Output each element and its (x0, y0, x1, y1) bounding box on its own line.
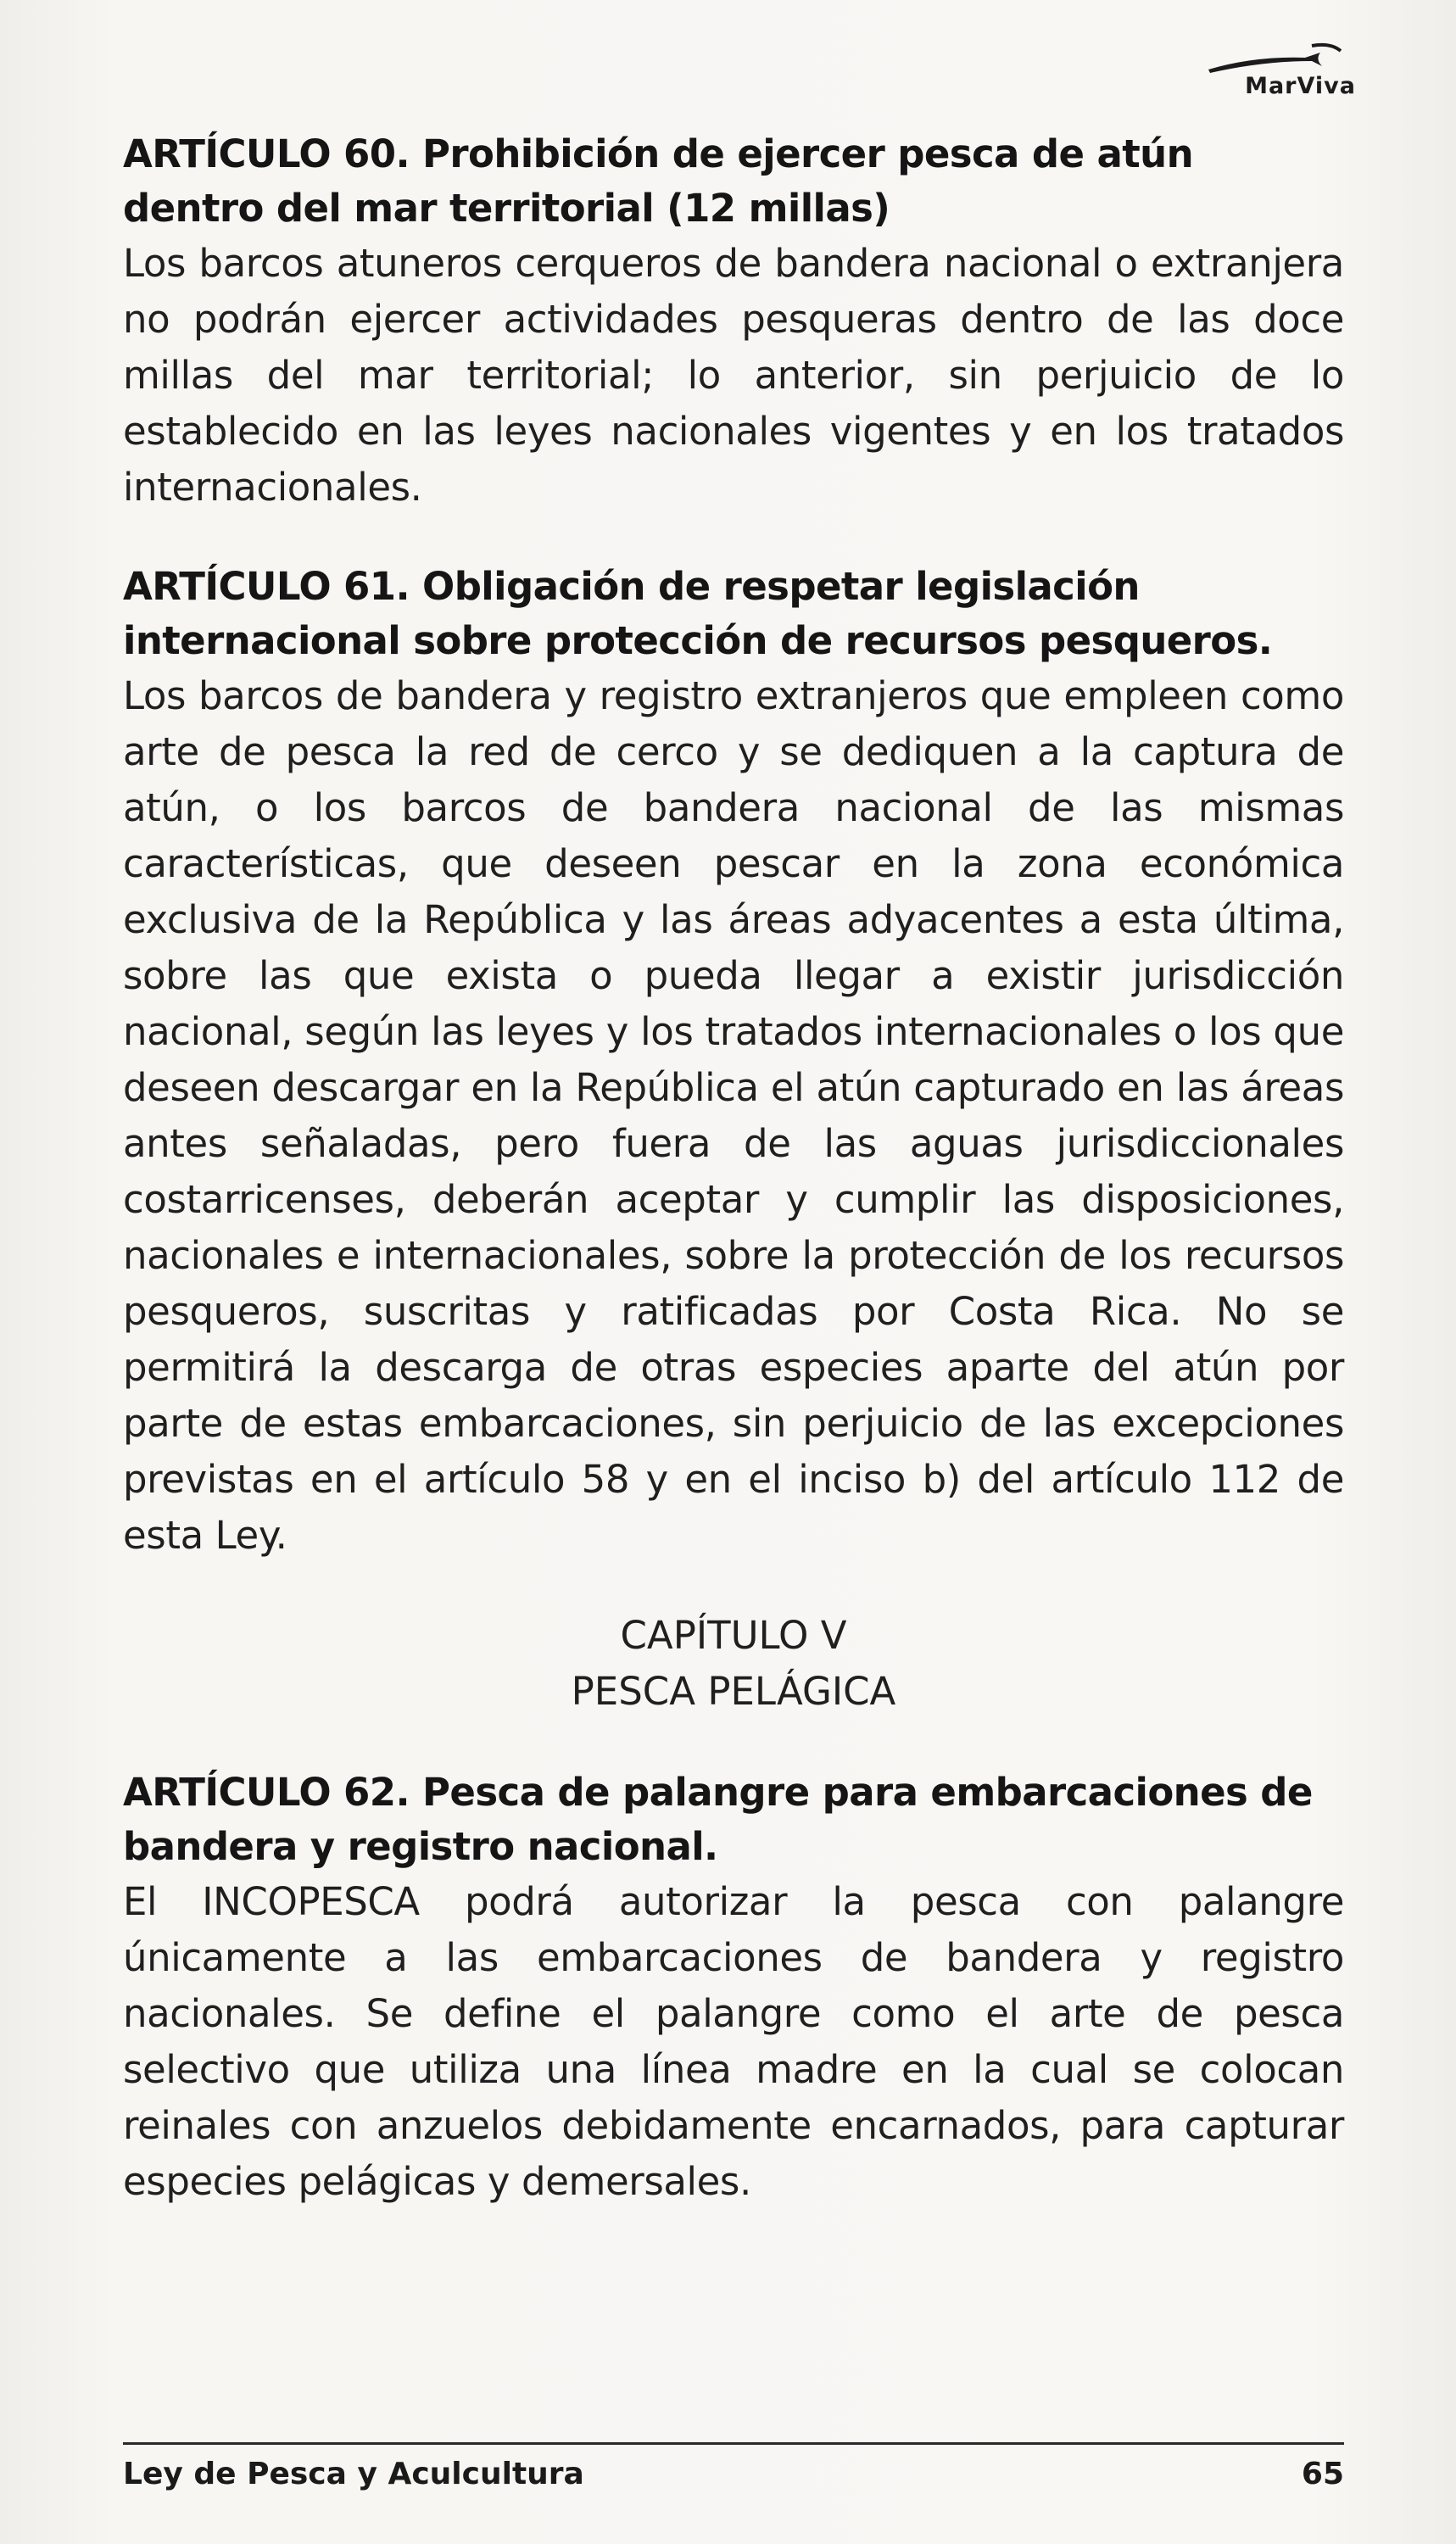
article-heading: ARTÍCULO 62. Pesca de palangre para embarcaciones de bandera y registro nacional. (123, 1770, 1313, 1869)
book-title: Ley de Pesca y Aculcultura (123, 2457, 584, 2491)
marviva-logo (1169, 36, 1356, 103)
page-content (123, 127, 1344, 2254)
article-60 (123, 127, 1344, 516)
article-body: El INCOPESCA podrá autorizar la pesca con palangre únicamente a las embarcaciones de bandera y registro nacionales. Se define el palangre como el arte de pesca selectivo que utiliza una línea madre en la cual se colocan reinales con anzuelos debidamente encarnados, para capturar especies pelágicas y demersales. (123, 1879, 1344, 2204)
article-body: Los barcos atuneros cerqueros de bandera nacional o extranjera no podrán ejercer actividades pesqueras dentro de las doce millas del mar territorial; lo anterior, sin perjuicio de lo establecido en las leyes nacionales vigentes y en los tratados internacionales. (123, 241, 1344, 510)
article-heading: ARTÍCULO 60. Prohibición de ejercer pesca de atún dentro del mar territorial (12 millas) (123, 131, 1194, 231)
chapter-number: CAPÍTULO V (620, 1613, 847, 1658)
chapter-title: PESCA PELÁGICA (571, 1669, 896, 1714)
article-heading: ARTÍCULO 61. Obligación de respetar legislación internacional sobre protección de recursos pesqueros. (123, 564, 1273, 663)
article-body: Los barcos de bandera y registro extranjeros que empleen como arte de pesca la red de cerco y se dediquen a la captura de atún, o los barcos de bandera nacional de las mismas características, que deseen pescar en la zona económica exclusiva de la República y las áreas adyacentes a esta última, sobre las que exista o pueda llegar a existir jurisdicción nacional, según las leyes y los tratados internacionales o los que deseen descargar en la República el atún capturado en las áreas antes señaladas, pero fuera de las aguas jurisdiccionales costarricenses, deberán aceptar y cumplir las disposiciones, nacionales e internacionales, sobre la protección de los recursos pesqueros, suscritas y ratificadas por Costa Rica. No se permitirá la descarga de otras especies aparte del atún por parte de estas embarcaciones, sin perjuicio de las excepciones previstas en el artículo 58 y en el inciso b) del artículo 112 de esta Ley. (123, 673, 1344, 1558)
wave-logo-icon (1203, 36, 1347, 78)
logo-text: MarViva (1245, 73, 1356, 99)
chapter-heading (123, 1608, 1344, 1720)
page-number: 65 (1301, 2457, 1344, 2491)
article-62 (123, 1766, 1344, 2210)
article-61 (123, 560, 1344, 1564)
page-footer (123, 2442, 1344, 2491)
